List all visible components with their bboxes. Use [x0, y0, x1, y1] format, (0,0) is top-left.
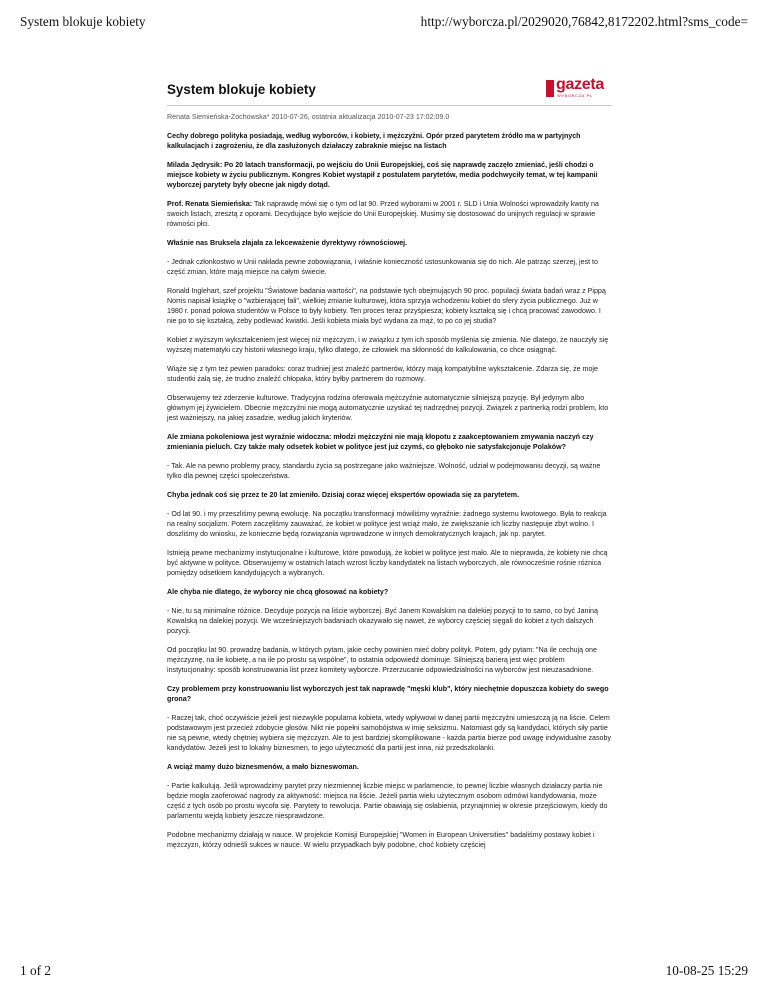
title-divider	[167, 105, 612, 106]
question-paragraph: Właśnie nas Bruksela złajała za lekceważenie dyrektywy równościowej.	[167, 239, 408, 247]
speaker-label: Prof. Renata Siemieńska:	[167, 200, 253, 208]
body-paragraph: Podobne mechanizmy działają w nauce. W projekcie Komisji Europejskiej "Women in European Universities" badaliśmy postawy kobiet i mężczyzn, którzy odnieśli sukces w nauce. W wielu przypadkach były podobne, choć kobiety częściej	[167, 831, 595, 849]
question-paragraph: Ale zmiana pokoleniowa jest wyraźnie widoczna: młodzi mężczyźni nie mają kłopotu z zaakceptowaniem zmywania naczyń czy zmieniania pieluch. Czy także mały odsetek kobiet w polityce jest już czymś, co głęboko nie satysfakcjonuje Polaków?	[167, 433, 594, 451]
logo-mark-icon	[546, 80, 554, 97]
body-paragraph: - Tak. Ale na pewno problemy pracy, standardu życia są postrzegane jako ważniejsze. Wolność, udział w podejmowaniu decyzji, są ważne tylko dla pewnej części społeczeństwa.	[167, 462, 601, 480]
body-paragraph: Wiąże się z tym też pewien paradoks: coraz trudniej jest znaleźć partnerów, którzy mają kompatybilne wykształcenie. Zdarza się, że moje studentki żalą się, że trudno znaleźć chłopaka, który byłby partnerem do rozmowy.	[167, 365, 598, 383]
gazeta-logo[interactable]	[546, 78, 606, 100]
paragraph-text: Tak naprawdę mówi się o tym od lat 90. Przed wyborami w 2001 r. SLD i Unia Wolności wprowadziły kwoty na swoich listach, zresztą z oporami. Decydujące było wejście do Unii Europejskiej. Musimy się dostosować do unijnych regulacji w sprawie równości płci.	[167, 200, 599, 228]
body-paragraph: Od początku lat 90. prowadzę badania, w których pytam, jakie cechy powinien mieć dobry polityk. Potem, gdy pytam: "Na ile cechują one mężczyznę, na ile kobietę, a na ile po prostu są wspólne", to ostatnia odpowiedź dominuje. Silniejszą barierą jest więc problem instytucjonalny: sposób konstruowania list przez komitety wyborcze. Przerzucanie odpowiedzialności na wyborców jest nieuzasadnione.	[167, 646, 597, 674]
article-body	[167, 160, 612, 850]
question-paragraph: A wciąż mamy dużo biznesmenów, a mało bizneswoman.	[167, 763, 359, 771]
print-header-url: http://wyborcza.pl/2029020,76842,8172202.html?sms_code=	[420, 14, 748, 29]
body-paragraph: - Nie, tu są minimalne różnice. Decyduje pozycja na liście wyborczej. Być Janem Kowalskim na dalekiej pozycji to to samo, co być Janiną Kowalską na dalekiej pozycji. We wcześniejszych badaniach okazywało się nawet, że wyborcy częściej sięgali do kobiet z tych dalszych pozycji.	[167, 607, 598, 635]
body-paragraph: - Od lat 90. i my przeszliśmy pewną ewolucję. Na początku transformacji mówiliśmy wyraźnie: żadnego systemu kwotowego. Była to reakcja na realny socjalizm. Potem zaczęliśmy zauważać, że kobiet w polityce jest wciąż mało, że zwiększanie ich liczby następuje zbyt wolno. I doszliśmy do wniosku, że konieczne będą rozwiązania wprowadzone w innych demokratycznych krajach, jak np. parytet.	[167, 510, 607, 538]
article	[167, 78, 612, 850]
body-paragraph: Obserwujemy też zderzenie kulturowe. Tradycyjna rodzina oferowała mężczyźnie automatycznie silniejszą pozycję. Był jedynym albo głównym jej żywicielem. Obecnie mężczyźni nie mogą automatycznie uzyskać tej nadrzędnej pozycji. Związek z partnerką rodzi problem, kto jest ważniejszy, na jakiej zasadzie, według jakich kryteriów.	[167, 394, 609, 422]
print-header-title: System blokuje kobiety	[20, 14, 146, 29]
question-paragraph: Chyba jednak coś się przez te 20 lat zmieniło. Dzisiaj coraz więcej ekspertów opowiada się za parytetem.	[167, 491, 520, 499]
print-footer-datetime: 10-08-25 15:29	[665, 963, 748, 978]
print-footer-page: 1 of 2	[20, 963, 52, 978]
body-paragraph	[167, 199, 612, 229]
body-paragraph: Ronald Inglehart, szef projektu "Światowe badania wartości", na podstawie tych obejmujących 90 proc. populacji świata badań wraz z Pippą Norris napisał książkę o "wzbierającej fali", wielkiej zmianie kulturowej, która sprzyja wchodzeniu kobiet do sfery życia publicznego. Już w 1980 r. ponad połowa studentów w Polsce to były kobiety. Ten proces teraz przyśpiesza; kobiety kształcą się i chcą pracować zawodowo. I nie po to się kształcą, żeby podlewać kwiatki. Jeśli kobieta miała być wydana za mąż, to po co jej studia?	[167, 287, 606, 325]
question-paragraph: Milada Jędrysik: Po 20 latach transformacji, po wejściu do Unii Europejskiej, coś się naprawdę zaczęło zmieniać, jeśli chodzi o miejsce kobiety w życiu publicznym. Kongres Kobiet wystąpił z postulatem parytetów, media podchwyciły temat, w tej kampanii wyborczej parytety były obecne jak nigdy dotąd.	[167, 161, 598, 189]
title-row	[167, 78, 612, 100]
body-paragraph: Kobiet z wyższym wykształceniem jest więcej niż mężczyzn, i w związku z tym ich sposób myślenia się zmienia. Nie dlatego, że nauczyły się wyższej matematyki czy historii własnego kraju, tylko dlatego, że człowiek ma skłonność do kalkulowania, co chce osiągnąć.	[167, 336, 609, 354]
byline: Renata Siemieńska-Żochowska* 2010-07-26, ostatnia aktualizacja 2010-07-23 17:02:09.0	[167, 113, 450, 121]
logo-word: gazeta	[556, 76, 604, 93]
question-paragraph: Czy problemem przy konstruowaniu list wyborczych jest tak naprawdę "męski klub", który niechętnie dopuszcza kobiety do swego grona?	[167, 685, 609, 703]
body-paragraph: - Jednak członkostwo w Unii nakłada pewne zobowiązania, i właśnie konieczność ustosunkowania się do nich. Ale patrząc szerzej, jest to część zmian, które mają miejsce na całym świecie.	[167, 258, 598, 276]
article-lead: Cechy dobrego polityka posiadają, według wyborców, i kobiety, i mężczyźni. Opór przed parytetem źródło ma w partyjnych kalkulacjach i zagrożeniu, że dla zasłużonych działaczy zabraknie miejsc na listach	[167, 132, 581, 150]
question-paragraph: Ale chyba nie dlatego, że wyborcy nie chcą głosować na kobiety?	[167, 588, 389, 596]
body-paragraph: - Raczej tak, choć oczywiście jeżeli jest niezwykle popularna kobieta, wtedy wpływowi w danej partii mężczyźni umieszczą ją na liście. Celem podstawowym jest przecież zdobycie głosów. Nikt nie popełni samobójstwa w imię seksizmu. Natomiast gdy są kandydaci, których siły partie nie są pewne, wtedy chętniej wybiera się mężczyzn. Ale to jest bardziej skomplikowane - każda partia bierze pod uwagę indywidualne zasoby kandydatów. Jeżeli jest to lokalny biznesmen, to jego użyteczność dla partii jest inna, niż przedszkolanki.	[167, 714, 611, 752]
body-paragraph: - Partie kalkulują. Jeśli wprowadzimy parytet przy niezmiennej liczbie miejsc w parlamencie, to pewnej liczbie własnych działaczy partia nie będzie mogła zaoferować nagrody za aktywność: miejsca na liście. Jeżeli partia wielu użytecznym osobom odmówi kandydowania, może część z tych osób po prostu wycofa się. Parytety to rewolucja. Partie obawiają się osłabienia, przynajmniej w okresie przejściowym, kiedy do parlamentu wejdą kobiety jeszcze niesprawdzone.	[167, 782, 608, 820]
logo-subtitle: WYBORCZA.PL	[557, 93, 593, 98]
article-title: System blokuje kobiety	[167, 82, 316, 97]
body-paragraph: Istnieją pewne mechanizmy instytucjonalne i kulturowe, które powodują, że kobiet w polityce jest mało. Ale to nieprawda, że kobiety nie chcą być aktywne w polityce. Obserwujemy w ostatnich latach wzrost liczby kandydatek na listach wyborczych, ale równocześnie rośnie różnica pomiędzy odsetkiem kandydujących a wybranych.	[167, 549, 608, 577]
